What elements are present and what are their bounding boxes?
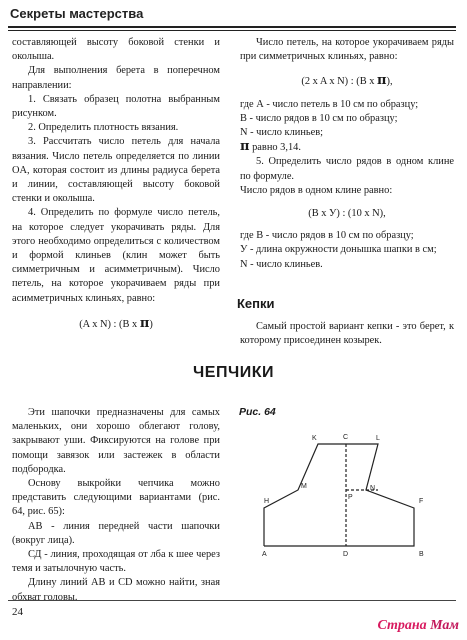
page-number: 24 xyxy=(12,606,23,618)
figure-caption: Рис. 64 xyxy=(239,406,276,418)
point-label: K xyxy=(312,435,317,442)
point-label: P xyxy=(348,494,353,501)
paragraph: Самый простой вариант кепки - это берет, к которому присоединен козырек. xyxy=(240,321,454,347)
paragraph: 4. Определить по формуле число петель, на которое следует укорачивать ряды. Для этого необходимо определиться с количеством и формой клиньев (клин может быть симметричным и асимметричным). Число петель, на которое укорачиваем ряды при асимметричных клиньях, равно: xyxy=(12,207,220,304)
definition-line: У - длина окружности донышка шапки в см; xyxy=(240,244,437,256)
definition-line: N - число клиньев. xyxy=(240,258,323,270)
formula-rows: (В x У) : (10 x N), xyxy=(308,208,386,220)
subheading-caps: Кепки xyxy=(237,296,275,311)
point-label: N xyxy=(370,485,376,492)
formula-symmetric: (2 x A x N) : (B x π), xyxy=(301,73,393,89)
point-label: F xyxy=(419,498,424,505)
paragraph: Число рядов в одном клине равно: xyxy=(240,184,393,196)
point-label: C xyxy=(343,434,349,441)
point-label: D xyxy=(343,551,349,558)
pi-symbol: π xyxy=(240,139,250,155)
point-label: L xyxy=(376,435,380,442)
left-column xyxy=(12,36,220,332)
bonnet-pattern-diagram xyxy=(236,428,456,558)
header-rule-thin xyxy=(8,30,456,31)
pi-symbol: π xyxy=(139,315,150,331)
paragraph: Эти шапочки предназначены для самых маленьких, они хорошо облегают голову, закрывают уши. Фиксируются на голове при помощи завязок или застежек в области подбородка. xyxy=(12,407,220,475)
watermark: Страна Мам xyxy=(377,618,459,633)
section-text xyxy=(12,406,220,605)
section-heading: ЧЕПЧИКИ xyxy=(193,364,274,381)
definition-line: где А - число петель в 10 см по образцу; xyxy=(240,98,419,110)
header-rule xyxy=(8,26,456,28)
paragraph: Длину линий АВ и CD можно найти, зная обхват головы. xyxy=(12,577,220,603)
paragraph: составляющей высоту боковой стенки и околыша. xyxy=(12,37,220,63)
definition-line: π равно 3,14. xyxy=(240,139,301,155)
running-header: Секреты мастерства xyxy=(10,6,144,21)
paragraph: 3. Рассчитать число петель для начала вязания. Число петель определяется по линии OA, которая состоит из длины радиуса берета и линии, составляющей высоту боковой стенки и околыша. xyxy=(12,136,220,205)
point-label: A xyxy=(262,551,267,558)
right-column xyxy=(240,36,454,272)
point-label: M xyxy=(301,483,307,490)
paragraph: АВ - линия передней части шапочки (вокруг лица). xyxy=(12,520,220,546)
pattern-outline xyxy=(264,444,414,546)
paragraph: 5. Определить число рядов в одном клине по формуле. xyxy=(240,156,454,182)
paragraph: Для выполнения берета в поперечном направлении: xyxy=(12,65,220,91)
definition-line: В - число рядов в 10 см по образцу; xyxy=(240,112,398,124)
footer-rule xyxy=(8,600,456,601)
point-label: H xyxy=(264,498,270,505)
point-label: B xyxy=(419,551,424,558)
caps-text xyxy=(240,320,454,348)
definition-line: N - число клиньев; xyxy=(240,127,324,139)
paragraph: 2. Определить плотность вязания. xyxy=(28,122,179,134)
formula-asymmetric: (A x N) : (B x π) xyxy=(79,315,153,331)
paragraph: Число петель, на которое укорачиваем ряды при симметричных клиньях, равно: xyxy=(240,37,454,63)
definition-line: где В - число рядов в 10 см по образцу; xyxy=(240,230,414,242)
pi-symbol: π xyxy=(377,73,387,89)
paragraph: СД - линия, проходящая от лба к шее через темя и затылочную часть. xyxy=(12,549,220,575)
paragraph: Основу выкройки чепчика можно представить следующими вариантами (рис. 64, рис. 65): xyxy=(12,478,220,518)
paragraph: 1. Связать образец полотна выбранным рисунком. xyxy=(12,93,220,120)
